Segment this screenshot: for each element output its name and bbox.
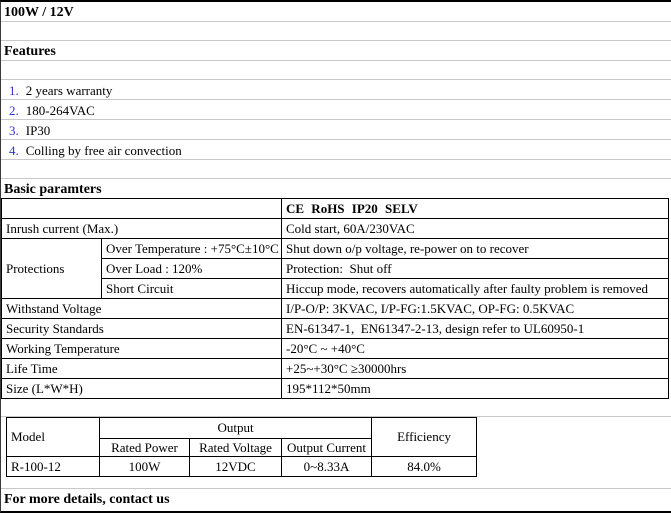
table-row	[2, 259, 669, 279]
table-row	[2, 199, 669, 219]
table-row	[2, 279, 669, 299]
spacer-row	[1, 61, 671, 80]
model-header-cell: Model	[7, 418, 100, 457]
output-header-cell: Output	[100, 418, 372, 439]
spec-label-short-circuit: Short Circuit	[102, 279, 282, 299]
footer-note: For more details, contact us	[4, 492, 170, 507]
spec-value-over-temperature: Shut down o/p voltage, re-power on to recover	[282, 239, 669, 259]
spec-label-inrush: Inrush current (Max.)	[2, 219, 282, 239]
spec-value-short-circuit: Hiccup mode, recovers automatically after faulty problem is removed	[282, 279, 669, 299]
feature-number: 3.	[9, 123, 19, 138]
table-row	[2, 299, 669, 319]
table-row	[2, 339, 669, 359]
feature-number: 4.	[9, 143, 19, 158]
spec-value-security: EN-61347-1, EN61347-2-13, design refer to UL60950-1	[282, 319, 669, 339]
table-row	[2, 239, 669, 259]
model-value-cell: R-100-12	[7, 457, 100, 477]
spec-label-working-temp: Working Temperature	[2, 339, 282, 359]
spacer-row	[1, 399, 671, 417]
spec-value-size: 195*112*50mm	[282, 379, 669, 399]
basic-parameters-table	[1, 198, 669, 399]
spec-label-security: Security Standards	[2, 319, 282, 339]
spec-label-life-time: Life Time	[2, 359, 282, 379]
feature-text: Colling by free air convection	[25, 143, 182, 158]
table-row	[7, 418, 477, 439]
spec-label-over-load: Over Load : 120%	[102, 259, 282, 279]
spec-value-life-time: +25~+30°C ≥30000hrs	[282, 359, 669, 379]
spec-label-protections: Protections	[2, 239, 102, 299]
table-row	[2, 379, 669, 399]
rated-power-value-cell: 100W	[100, 457, 190, 477]
certifications-cell: CE RoHS IP20 SELV	[282, 199, 669, 219]
table-row	[2, 319, 669, 339]
spacer-row	[1, 160, 671, 179]
rated-power-header-cell: Rated Power	[100, 439, 190, 457]
feature-item-3	[1, 120, 671, 140]
output-current-header-cell: Output Current	[282, 439, 372, 457]
spacer-row	[1, 477, 671, 489]
output-current-value-cell: 0~8.33A	[282, 457, 372, 477]
feature-text: 180-264VAC	[25, 103, 95, 118]
feature-number: 1.	[9, 83, 19, 98]
efficiency-value-cell: 84.0%	[372, 457, 477, 477]
feature-text: IP30	[25, 123, 51, 138]
table-row	[2, 359, 669, 379]
spec-label-size: Size (L*W*H)	[2, 379, 282, 399]
spec-value-inrush: Cold start, 60A/230VAC	[282, 219, 669, 239]
spec-value-withstand: I/P-O/P: 3KVAC, I/P-FG:1.5KVAC, OP-FG: 0.5KVAC	[282, 299, 669, 319]
feature-item-4	[1, 140, 671, 160]
spec-value-over-load: Protection: Shut off	[282, 259, 669, 279]
model-output-table	[6, 417, 477, 477]
table-row	[2, 219, 669, 239]
feature-text: 2 years warranty	[25, 83, 113, 98]
efficiency-header-cell: Efficiency	[372, 418, 477, 457]
feature-item-1	[1, 80, 671, 100]
rated-voltage-header-cell: Rated Voltage	[190, 439, 282, 457]
spec-label-over-temperature: Over Temperature : +75°C±10°C	[102, 239, 282, 259]
feature-number: 2.	[9, 103, 19, 118]
table-row	[7, 457, 477, 477]
spec-label-withstand: Withstand Voltage	[2, 299, 282, 319]
feature-item-2	[1, 100, 671, 120]
empty-cell	[2, 199, 282, 219]
spacer-row	[1, 22, 671, 41]
basic-parameters-heading: Basic paramters	[4, 182, 102, 197]
features-heading: Features	[1, 41, 671, 61]
rated-voltage-value-cell: 12VDC	[190, 457, 282, 477]
spec-value-working-temp: -20°C ~ +40°C	[282, 339, 669, 359]
page-title: 100W / 12V	[1, 2, 671, 22]
